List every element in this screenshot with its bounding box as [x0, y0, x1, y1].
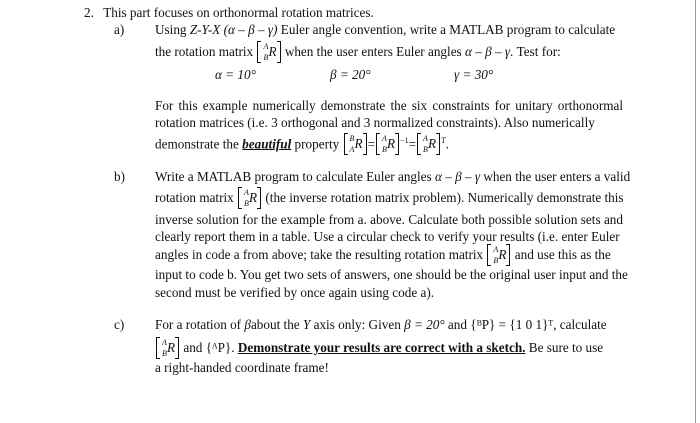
question-header [84, 4, 374, 22]
part-c-line1: For a rotation of βabout the Y axis only: Given β = 20° and {ᴮP} = {1 0 1}ᵀ, calculate [155, 317, 607, 332]
part-b-line1: Write a MATLAB program to calculate Euler angles α – β – γ when the user enters a valid [155, 169, 631, 184]
part-b-line7: input to code b. You get two sets of answers, one should be the original user input and the [155, 267, 628, 282]
question-number: 2. [84, 5, 94, 20]
sketch-instruction: Demonstrate your results are correct with a sketch. [237, 340, 526, 355]
part-c-line3: a right-handed coordinate frame! [155, 360, 329, 375]
beautiful-word: beautiful [242, 136, 292, 152]
question-intro: This part focuses on orthonormal rotation matrices. [103, 5, 374, 20]
part-b-line2: rotation matrix A B R (the inverse rotation matrix problem). Numerically demonstrate this [155, 188, 624, 208]
beta-value: β = 20° [330, 67, 371, 82]
part-b-paragraph: inverse solution for the example from a. above. Calculate both possible solution sets and clearly report them in a table. Use a circular check to verify your results (i.e. enter Euler [155, 212, 623, 244]
part-b-label: b) [114, 169, 125, 184]
vector-ap: {ᴬP}. [205, 340, 235, 355]
part-a-label: a) [114, 22, 125, 37]
vector-bp: {ᴮP} = {1 0 1}ᵀ [470, 317, 554, 332]
alpha-value: α = 10° [215, 67, 256, 82]
part-a-line1: Using Z-Y-X (α – β – γ) Euler angle convention, write a MATLAB program to calculate [155, 22, 616, 37]
convention: Z-Y-X [189, 22, 221, 37]
gamma-value: γ = 30° [454, 67, 494, 82]
part-c-line2: A B R and {ᴬP}. Demonstrate your results are correct with a sketch. Be sure to use [155, 339, 603, 357]
part-b-line6: angles in code a from above; take the resulting rotation matrix A B R and use this as the [155, 245, 611, 265]
part-b-line8: second must be verified by once again using code a). [155, 285, 435, 300]
part-c-label: c) [114, 317, 125, 332]
part-a-line2: the rotation matrix A B R when the user enters Euler angles α – β – γ. Test for: [155, 42, 561, 62]
rotation-matrix-symbol: A B R [257, 43, 280, 61]
part-a-last-line: demonstrate the beautiful property B A R = A B R $^{-1}$= A B R $^T$. [155, 134, 449, 155]
part-a-paragraph: For this example numerically demonstrate the six constraints for unitary orthonormal rotation matrices (i.e. 3 orthogonal and 3 normalized constraints). Also numerically [155, 98, 623, 130]
page-edge-divider [695, 0, 696, 423]
